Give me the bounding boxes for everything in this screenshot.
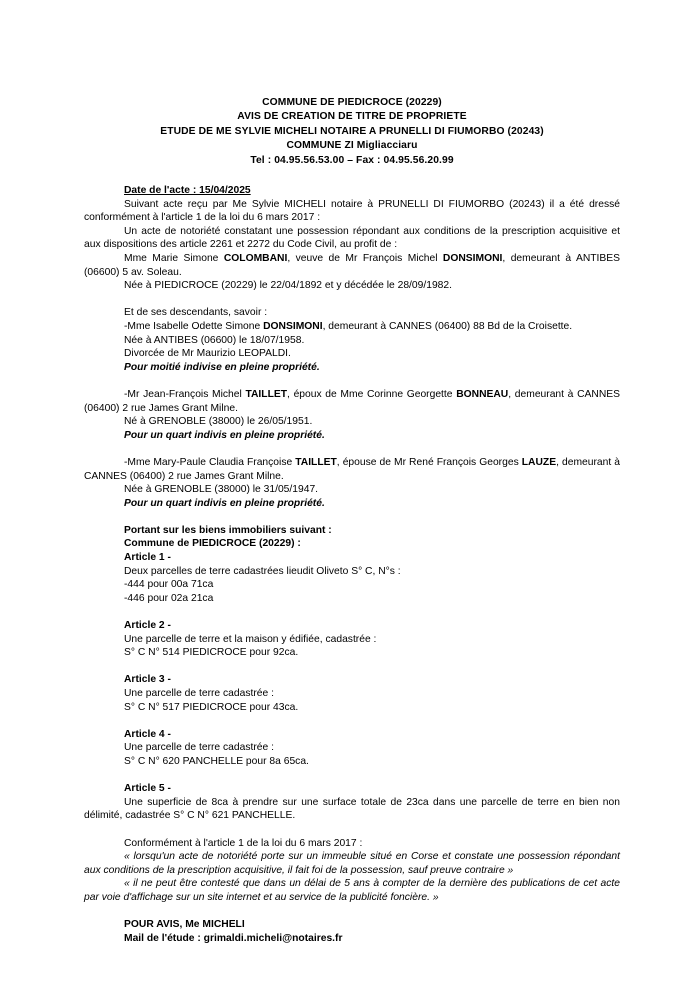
header-line-contact: Tel : 04.95.56.53.00 – Fax : 04.95.56.20.99 [250, 154, 454, 166]
heir-1-prefix: -Mme Isabelle Odette Simone [124, 320, 264, 332]
article-1-title: Article 1 - [124, 552, 171, 564]
law-intro: Conformément à l'article 1 de la loi du 6 mars 2017 : [124, 837, 363, 849]
heir-2-identity [84, 388, 620, 415]
article-2-line-1: Une parcelle de terre et la maison y édifiée, cadastrée : [124, 633, 377, 645]
article-3-line-2: S° C N° 517 PIEDICROCE pour 43ca. [124, 701, 299, 713]
heir-2-surname: TAILLET [245, 388, 288, 400]
heir-3-prefix: -Mme Mary-Paule Claudia Françoise [124, 456, 296, 468]
heir-3-suffix: , demeurant à CANNES (06400) 2 rue James Grant Milne. [84, 456, 620, 482]
deceased-surname: COLOMBANI [223, 253, 288, 264]
article-3-title: Article 3 - [124, 674, 171, 686]
deceased-mid: , veuve de Mr François Michel [287, 253, 443, 264]
signature-email: Mail de l'étude : grimaldi.micheli@notaires.fr [124, 932, 343, 944]
header-line-avis: AVIS DE CREATION DE TITRE DE PROPRIETE [237, 111, 467, 123]
article-2-line-2: S° C N° 514 PIEDICROCE pour 92ca. [124, 647, 299, 659]
heir-2-suffix: , demeurant à CANNES (06400) 2 rue James Grant Milne. [84, 388, 621, 414]
deceased-person-line [84, 252, 620, 279]
property-heading-commune: Commune de PIEDICROCE (20229) : [124, 538, 301, 550]
article-4-line-1: Une parcelle de terre cadastrée : [124, 742, 274, 754]
heir-1-surname: DONSIMONI [263, 320, 323, 332]
deceased-spouse-surname: DONSIMONI [442, 253, 503, 264]
deceased-birth-death: Née à PIEDICROCE (20229) le 22/04/1892 et y décédée le 28/09/1982. [124, 280, 452, 292]
heir-3-identity [84, 456, 620, 483]
heir-3-surname: TAILLET [295, 456, 337, 468]
law-quote-2: « il ne peut être contesté que dans un délai de 5 ans à compter de la dernière des publications de cet acte par voie d'affichage sur un site internet et au service de la publicité foncière. » [84, 878, 620, 903]
deceased-prefix: Mme Marie Simone [124, 253, 224, 264]
document-body [84, 184, 620, 945]
document-header [84, 96, 620, 168]
header-line-commune: COMMUNE DE PIEDICROCE (20229) [262, 97, 442, 108]
heir-3-share: Pour un quart indivis en pleine propriété. [124, 497, 325, 509]
act-intro-paragraph-1: Suivant acte reçu par Me Sylvie MICHELI notaire à PRUNELLI DI FIUMORBO (20243) il a été dressé conformément à l'article 1 de la loi du 6 mars 2017 : [84, 198, 620, 224]
deceased-suffix: , demeurant à ANTIBES (06600) 5 av. Soleau. [84, 253, 621, 278]
property-heading-biens: Portant sur les biens immobiliers suivant : [124, 524, 332, 536]
article-1-line-3: -446 pour 02a 21ca [124, 592, 214, 604]
heir-2-birth: Né à GRENOBLE (38000) le 26/05/1951. [124, 416, 313, 428]
article-1-line-1: Deux parcelles de terre cadastrées lieudit Oliveto S° C, N°s : [124, 565, 401, 577]
heir-3-spouse-surname: LAUZE [521, 456, 557, 468]
heir-1-suffix: , demeurant à CANNES (06400) 88 Bd de la Croisette. [322, 320, 573, 332]
heir-1-status: Divorcée de Mr Maurizio LEOPALDI. [124, 348, 291, 360]
act-intro-paragraph-2: Un acte de notoriété constatant une possession répondant aux conditions de la prescription acquisitive et aux dispositions des article 2261 et 2272 du Code Civil, au profit de : [84, 225, 620, 251]
header-line-etude: ETUDE DE ME SYLVIE MICHELI NOTAIRE A PRUNELLI DI FIUMORBO (20243) [160, 125, 544, 137]
heirs-intro: Et de ses descendants, savoir : [124, 307, 268, 319]
header-line-zi: COMMUNE ZI Migliacciaru [286, 140, 418, 152]
article-4-line-2: S° C N° 620 PANCHELLE pour 8a 65ca. [124, 755, 309, 767]
law-quote-1: « lorsqu'un acte de notoriété porte sur un immeuble situé en Corse et constate une possession répondant aux conditions de la prescription acquisitive, il fait foi de la possession, sauf preuve contraire » [84, 851, 620, 876]
act-date [84, 184, 620, 198]
article-4-title: Article 4 - [124, 728, 171, 740]
signature-pour-avis: POUR AVIS, Me MICHELI [124, 919, 245, 931]
article-5-title: Article 5 - [124, 783, 171, 795]
heir-2-prefix: -Mr Jean-François Michel [124, 388, 246, 400]
heir-3-birth: Née à GRENOBLE (38000) le 31/05/1947. [124, 484, 319, 496]
heir-1-share: Pour moitié indivise en pleine propriété. [124, 361, 320, 373]
article-1-line-2: -444 pour 00a 71ca [124, 579, 214, 591]
heir-2-spouse-surname: BONNEAU [456, 388, 509, 400]
heir-3-mid: , épouse de Mr René François Georges [336, 456, 522, 468]
heir-2-mid: , époux de Mme Corinne Georgette [287, 388, 457, 400]
heir-1-birth: Née à ANTIBES (06600) le 18/07/1958. [124, 334, 305, 346]
article-5-paragraph: Une superficie de 8ca à prendre sur une surface totale de 23ca dans une parcelle de terre en bien non délimité, cadastrée S° C N° 621 PANCHELLE. [84, 796, 620, 822]
heir-1-identity [84, 320, 620, 334]
heir-2-share: Pour un quart indivis en pleine propriété. [124, 429, 325, 441]
act-date-text: Date de l'acte : 15/04/2025 [124, 185, 251, 197]
article-3-line-1: Une parcelle de terre cadastrée : [124, 688, 274, 699]
article-2-title: Article 2 - [124, 620, 171, 632]
